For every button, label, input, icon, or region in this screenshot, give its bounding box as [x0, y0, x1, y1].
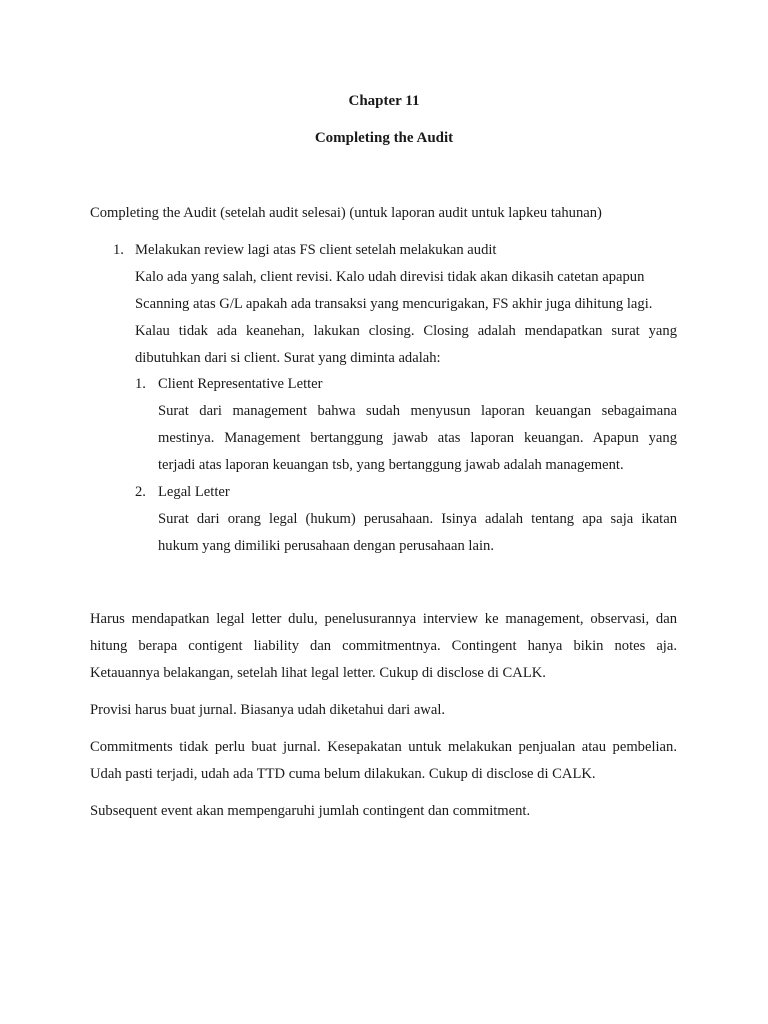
subitem-1-line: terjadi atas laporan keuangan tsb, yang bertanggung jawab adalah management.	[158, 457, 624, 473]
subitem-2-heading: Legal Letter	[158, 484, 230, 500]
subitem-1-line: mestinya. Management bertanggung jawab atas laporan keuangan. Apapun yang	[158, 430, 677, 446]
step-1-line: Scanning atas G/L apakah ada transaksi yang mencurigakan, FS akhir juga dihitung lagi.	[135, 296, 653, 312]
body-paragraph-line: Provisi harus buat jurnal. Biasanya udah diketahui dari awal.	[90, 702, 446, 718]
list-number-step-1: 1.	[113, 242, 124, 258]
body-paragraph-line: hitung berapa contigent liability dan commitmentnya. Contingent hanya bikin notes aja.	[90, 638, 677, 654]
intro-paragraph: Completing the Audit (setelah audit selesai) (untuk laporan audit untuk lapkeu tahunan)	[90, 205, 602, 221]
step-1-line: Kalau tidak ada keanehan, lakukan closing. Closing adalah mendapatkan surat yang	[135, 323, 677, 339]
body-paragraph-line: Udah pasti terjadi, udah ada TTD cuma belum dilakukan. Cukup di disclose di CALK.	[90, 766, 596, 782]
body-paragraph-line: Ketauannya belakangan, setelah lihat legal letter. Cukup di disclose di CALK.	[90, 665, 546, 681]
step-1-line: dibutuhkan dari si client. Surat yang diminta adalah:	[135, 350, 441, 366]
body-paragraph-line: Subsequent event akan mempengaruhi jumlah contingent dan commitment.	[90, 803, 531, 819]
subitem-1-line: Surat dari management bahwa sudah menyusun laporan keuangan sebagaimana	[158, 403, 677, 419]
list-number-subitem-1: 1.	[135, 376, 146, 392]
step-1-line: Kalo ada yang salah, client revisi. Kalo udah direvisi tidak akan dikasih catetan apapun	[135, 269, 645, 285]
subitem-1-heading: Client Representative Letter	[158, 376, 323, 392]
list-number-subitem-2: 2.	[135, 484, 146, 500]
page-title: Completing the Audit	[314, 130, 454, 146]
step-1-heading: Melakukan review lagi atas FS client setelah melakukan audit	[135, 242, 497, 258]
subitem-2-line: Surat dari orang legal (hukum) perusahaan. Isinya adalah tentang apa saja ikatan	[158, 511, 677, 527]
body-paragraph-line: Commitments tidak perlu buat jurnal. Kesepakatan untuk melakukan penjualan atau pembelian.	[90, 739, 677, 755]
subitem-2-line: hukum yang dimiliki perusahaan dengan perusahaan lain.	[158, 538, 494, 554]
chapter-heading: Chapter 11	[348, 93, 420, 109]
body-paragraph-line: Harus mendapatkan legal letter dulu, penelusurannya interview ke management, observasi, dan	[90, 611, 677, 627]
